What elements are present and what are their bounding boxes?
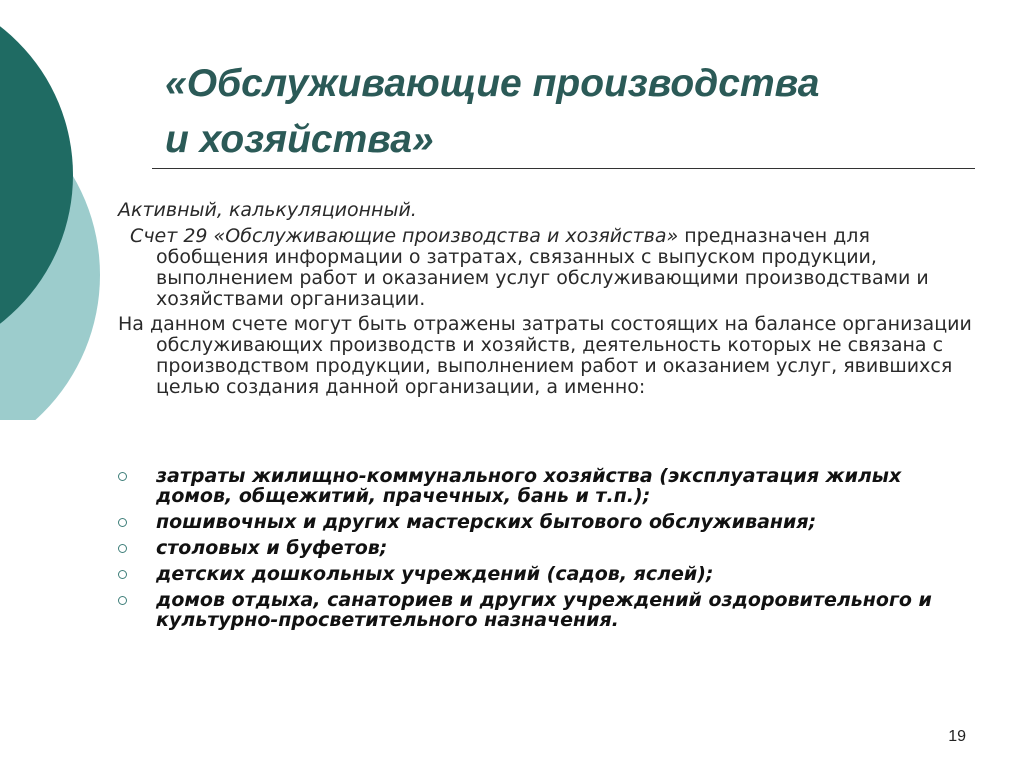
hollow-circle-icon (118, 518, 127, 527)
account-name: Счет 29 «Обслуживающие производства и хозяйства» (130, 225, 679, 247)
title-line-2: и хозяйства» (165, 118, 434, 161)
list-item (118, 590, 978, 630)
hollow-circle-icon (118, 472, 127, 481)
page-number: 19 (948, 728, 966, 745)
decorative-circles (0, 0, 120, 420)
list-item (118, 512, 978, 532)
account-description: предназначен для обобщения информации о затратах, связанных с выпуском продукции, выполнением работ и оказанием услуг обслуживающими производствами и хозяйствами организации. (156, 225, 929, 310)
slide-title (165, 56, 965, 168)
hollow-circle-icon (118, 544, 127, 553)
list-item-text: домов отдыха, санаториев и других учреждений оздоровительного и культурно-просветительного назначения. (156, 589, 932, 631)
hollow-circle-icon (118, 570, 127, 579)
list-item (118, 538, 978, 558)
list-item-text: пошивочных и других мастерских бытового обслуживания; (156, 511, 817, 533)
hollow-circle-icon (118, 596, 127, 605)
list-item-text: детских дошкольных учреждений (садов, яслей); (156, 563, 714, 585)
paragraph-account-29 (118, 226, 978, 310)
list-item-text: затраты жилищно-коммунального хозяйства (эксплуатация жилых домов, общежитий, прачечных, бань и т.п.); (156, 465, 902, 507)
title-divider (152, 168, 975, 169)
title-line-1: «Обслуживающие производства (165, 62, 820, 105)
paragraph-expenses: На данном счете могут быть отражены затраты состоящих на балансе организации обслуживающих производств и хозяйств, деятельность которых не связана с производством продукции, выполнением работ и оказанием услуг, явившихся целью создания данной организации, а именно: (118, 313, 972, 398)
list-item-text: столовых и буфетов; (156, 537, 388, 559)
intro-line: Активный, калькуляционный. (118, 199, 417, 221)
body-text (118, 200, 978, 402)
list-item (118, 564, 978, 584)
bullet-list (118, 466, 978, 636)
list-item (118, 466, 978, 506)
